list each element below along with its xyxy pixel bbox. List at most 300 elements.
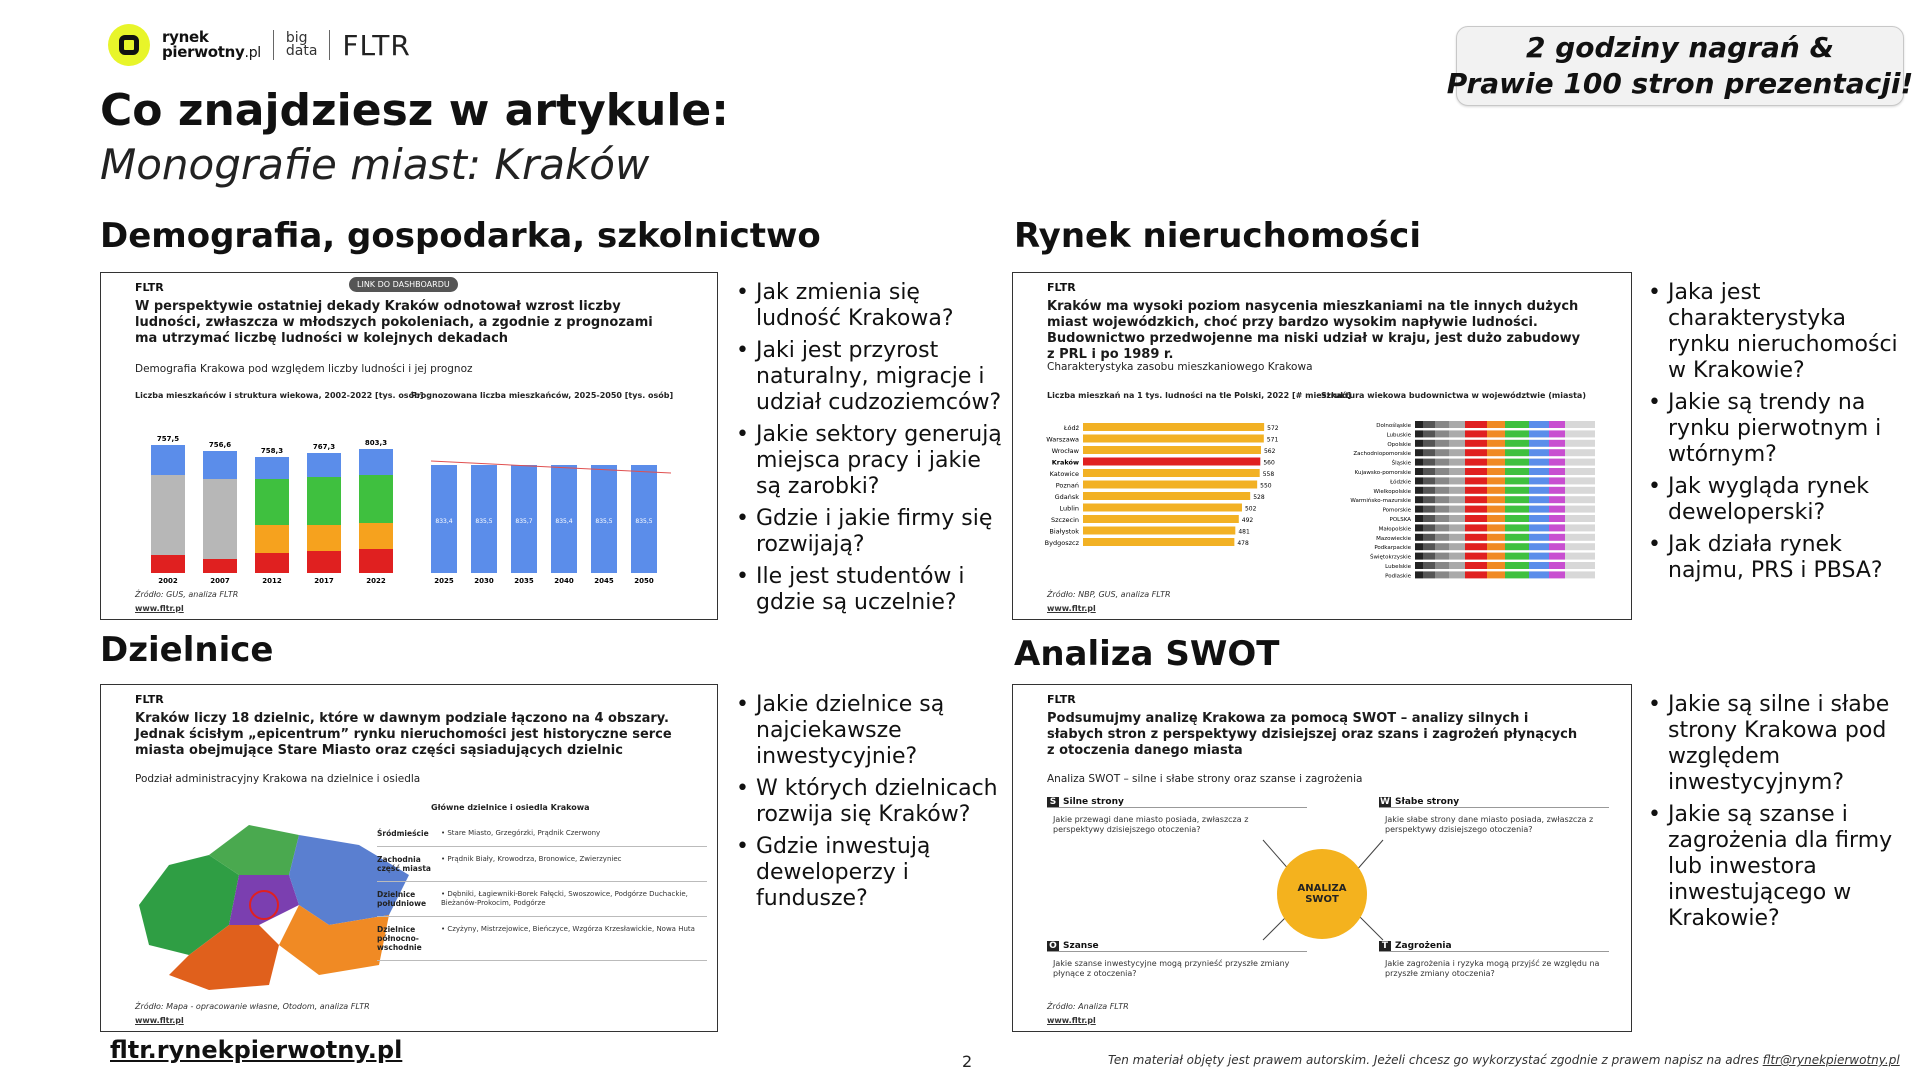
age-segment — [1487, 534, 1505, 541]
age-segment — [1549, 506, 1565, 513]
age-segment — [1415, 487, 1423, 494]
age-segment — [1449, 543, 1465, 550]
voivodeship-label: Małopolskie — [1378, 526, 1411, 533]
age-segment — [1435, 496, 1449, 503]
age-segment — [1435, 487, 1449, 494]
city-label: Gdańsk — [1054, 493, 1079, 501]
age-segment — [1423, 553, 1435, 560]
demo-bar-segment — [255, 553, 289, 573]
age-segment — [1505, 506, 1529, 513]
age-segment — [1505, 543, 1529, 550]
age-segment — [1435, 440, 1449, 447]
age-segment — [1487, 487, 1505, 494]
age-segment — [1435, 449, 1449, 456]
bullet-list-rynek — [1648, 280, 1898, 590]
age-segment — [1487, 449, 1505, 456]
age-segment — [1423, 506, 1435, 513]
voivodeship-label: Wielkopolskie — [1373, 488, 1411, 495]
city-bar — [1083, 481, 1257, 489]
age-segment — [1435, 553, 1449, 560]
list-item: • Jak wygląda rynek deweloperski? — [1648, 474, 1898, 526]
age-segment — [1505, 440, 1529, 447]
proj-year-label: 2045 — [594, 577, 614, 583]
district-desc: • Dębniki, Łagiewniki-Borek Fałęcki, Swoszowice, Podgórze Duchackie, Bieżanów-Prokocim, Podgórze — [441, 890, 688, 907]
age-segment — [1549, 524, 1565, 531]
age-segment — [1435, 468, 1449, 475]
age-segment — [1465, 506, 1487, 513]
age-segment — [1415, 524, 1423, 531]
age-segment — [1465, 440, 1487, 447]
age-segment — [1565, 487, 1595, 494]
age-segment — [1449, 487, 1465, 494]
age-segment — [1449, 534, 1465, 541]
list-item: • Jakie sektory generują miejsca pracy i jakie są zarobki? — [736, 422, 1006, 500]
slide-thumbnail-swot[interactable] — [1012, 684, 1632, 1032]
age-segment — [1415, 430, 1423, 437]
voivodeship-label: Pomorskie — [1382, 507, 1411, 514]
slide-url[interactable]: www.fltr.pl — [1047, 604, 1096, 613]
age-segment — [1415, 440, 1423, 447]
logo-bigdata: big data — [285, 30, 318, 59]
voivodeship-label: Lubelskie — [1385, 564, 1411, 570]
age-segment — [1549, 515, 1565, 522]
age-segment — [1549, 468, 1565, 475]
district-area: Zachodnia część miasta — [377, 855, 431, 873]
age-segment — [1565, 421, 1595, 428]
age-segment — [1435, 506, 1449, 513]
age-segment — [1549, 449, 1565, 456]
swot-threats: T Zagrożenia — [1379, 941, 1609, 952]
list-item: • Jaka jest charakterystyka rynku nieruchomości w Krakowie? — [1648, 280, 1898, 384]
age-segment — [1435, 477, 1449, 484]
bullet-list-dzielnice — [736, 692, 1006, 918]
city-label: Lublin — [1059, 504, 1079, 513]
city-bar-value: 492 — [1241, 517, 1254, 524]
slide-brand: FLTR — [135, 281, 164, 294]
city-bar-value: 481 — [1238, 528, 1250, 536]
demo-bar-segment — [307, 477, 341, 525]
age-segment — [1423, 440, 1435, 447]
age-segment — [1487, 477, 1505, 484]
page-number: 2 — [962, 1052, 973, 1071]
age-segment — [1415, 421, 1423, 428]
age-segment — [1549, 421, 1565, 428]
age-segment — [1423, 459, 1435, 466]
voivodeship-label: POLSKA — [1389, 517, 1411, 523]
age-segment — [1529, 571, 1549, 578]
voivodeship-label: Zachodniopomorskie — [1353, 451, 1411, 458]
age-segment — [1565, 524, 1595, 531]
city-bar — [1083, 458, 1260, 466]
city-bar — [1083, 515, 1239, 523]
age-segment — [1415, 449, 1423, 456]
age-segment — [1529, 449, 1549, 456]
age-segment — [1449, 459, 1465, 466]
age-segment — [1565, 430, 1595, 437]
city-bar — [1083, 423, 1264, 431]
city-bar-value: 560 — [1263, 459, 1275, 467]
age-segment — [1465, 430, 1487, 437]
slide-subtitle: Charakterystyka zasobu mieszkaniowego Krakowa — [1047, 361, 1313, 373]
age-segment — [1423, 515, 1435, 522]
age-segment — [1565, 459, 1595, 466]
proj-bar-value: 835,5 — [635, 518, 653, 525]
table-row — [377, 882, 707, 917]
age-segment — [1529, 553, 1549, 560]
demo-year-label: 2017 — [314, 577, 334, 583]
age-segment — [1449, 477, 1465, 484]
age-segment — [1529, 506, 1549, 513]
age-segment — [1423, 562, 1435, 569]
proj-bar-value: 833,4 — [435, 518, 453, 525]
age-segment — [1549, 477, 1565, 484]
city-label: Poznań — [1055, 481, 1079, 490]
age-segment — [1565, 449, 1595, 456]
age-segment — [1549, 562, 1565, 569]
table-row — [377, 821, 707, 847]
list-item: • Jakie dzielnice są najciekawsze inwestycyjnie? — [736, 692, 1006, 770]
demo-bar-segment — [151, 475, 185, 555]
list-item: • Gdzie inwestują deweloperzy i fundusze? — [736, 834, 1006, 912]
age-segment — [1529, 562, 1549, 569]
age-segment — [1487, 553, 1505, 560]
age-segment — [1415, 515, 1423, 522]
slide-headline: Podsumujmy analizę Krakowa za pomocą SWOT – analizy silnych i słabych stron z perspektywy dzisiejszej oraz szans i zagrożeń płynących z otoczenia danego miasta — [1047, 711, 1578, 758]
age-segment — [1435, 571, 1449, 578]
footer-site-link[interactable]: fltr.rynekpierwotny.pl — [110, 1036, 403, 1064]
age-segment — [1449, 468, 1465, 475]
city-bar-value: 550 — [1260, 482, 1272, 490]
slide-subtitle: Analiza SWOT – silne i słabe strony oraz szanse i zagrożenia — [1047, 773, 1363, 785]
age-segment — [1449, 562, 1465, 569]
page-title: Co znajdziesz w artykule: — [100, 85, 729, 136]
age-segment — [1505, 468, 1529, 475]
age-segment — [1549, 534, 1565, 541]
city-bar-value: 572 — [1267, 425, 1279, 432]
age-segment — [1423, 571, 1435, 578]
age-segment — [1465, 515, 1487, 522]
age-segment — [1565, 496, 1595, 503]
age-segment — [1449, 440, 1465, 447]
section-heading-swot: Analiza SWOT — [1014, 634, 1280, 674]
age-segment — [1415, 506, 1423, 513]
age-segment — [1487, 468, 1505, 475]
age-segment — [1549, 543, 1565, 550]
age-segment — [1549, 459, 1565, 466]
swot-t-letter-icon: T — [1379, 941, 1391, 951]
chart1-title: Liczba mieszkańców i struktura wiekowa, 2002-2022 [tys. osób] — [135, 391, 424, 400]
district-desc: • Prądnik Biały, Krowodrza, Bronowice, Zwierzyniec — [441, 855, 622, 863]
list-item: • Ile jest studentów i gdzie są uczelnie? — [736, 564, 1006, 616]
page-subtitle: Monografie miast: Kraków — [100, 140, 650, 189]
age-segment — [1529, 487, 1549, 494]
age-segment — [1487, 571, 1505, 578]
demo-bar-segment — [203, 559, 237, 573]
city-bar-value: 558 — [1262, 471, 1275, 478]
demo-bar-segment — [151, 445, 185, 475]
age-segment — [1449, 524, 1465, 531]
age-segment — [1505, 430, 1529, 437]
age-segment — [1423, 524, 1435, 531]
proj-bar-value: 835,4 — [555, 518, 573, 525]
slide-brand: FLTR — [1047, 693, 1076, 706]
proj-year-label: 2050 — [634, 577, 654, 583]
voivodeship-label: Podlaskie — [1385, 573, 1411, 580]
age-segment — [1423, 477, 1435, 484]
logo-brand: rynek pierwotny.pl — [162, 27, 261, 61]
slide-source: Źródło: Mapa - opracowanie własne, Otodom, analiza FLTR — [135, 1002, 370, 1011]
demo-bar-total: 757,5 — [156, 435, 180, 443]
list-item: • Jakie są trendy na rynku pierwotnym i wtórnym? — [1648, 390, 1898, 468]
demografia-charts — [131, 403, 691, 583]
age-segment — [1435, 534, 1449, 541]
age-segment — [1487, 430, 1505, 437]
age-segment — [1487, 459, 1505, 466]
city-bar-value: 562 — [1263, 448, 1276, 455]
age-segment — [1423, 468, 1435, 475]
age-segment — [1529, 459, 1549, 466]
demo-bar-segment — [151, 555, 185, 573]
age-segment — [1423, 487, 1435, 494]
age-segment — [1529, 477, 1549, 484]
city-label: Kraków — [1051, 458, 1079, 467]
section-heading-demografia: Demografia, gospodarka, szkolnictwo — [100, 216, 821, 256]
age-segment — [1487, 496, 1505, 503]
age-segment — [1415, 496, 1423, 503]
districts-table — [377, 821, 707, 961]
age-segment — [1423, 543, 1435, 550]
list-item: • W których dzielnicach rozwija się Kraków? — [736, 776, 1006, 828]
age-segment — [1465, 571, 1487, 578]
chart2-title: Struktura wiekowa budownictwa w województwie (miasta) — [1321, 391, 1586, 400]
age-segment — [1487, 562, 1505, 569]
table-row — [377, 917, 707, 961]
city-bar-value: 571 — [1266, 436, 1279, 444]
district-desc: • Czyżyny, Mistrzejowice, Bieńczyce, Wzgórza Krzesławickie, Nowa Huta — [441, 925, 695, 933]
age-segment — [1415, 477, 1423, 484]
age-segment — [1449, 421, 1465, 428]
age-segment — [1465, 477, 1487, 484]
age-segment — [1565, 571, 1595, 578]
demo-bar-segment — [255, 525, 289, 553]
age-segment — [1465, 496, 1487, 503]
section-heading-dzielnice: Dzielnice — [100, 630, 274, 670]
age-segment — [1487, 421, 1505, 428]
age-segment — [1529, 543, 1549, 550]
age-segment — [1449, 571, 1465, 578]
bullet-list-demografia — [736, 280, 1006, 622]
age-segment — [1435, 421, 1449, 428]
age-segment — [1465, 468, 1487, 475]
age-segment — [1465, 524, 1487, 531]
district-area: Dzielnice północno-wschodnie — [377, 925, 422, 952]
age-segment — [1529, 524, 1549, 531]
demo-bar-segment — [307, 525, 341, 551]
slide-url[interactable]: www.fltr.pl — [1047, 1016, 1096, 1025]
slide-thumbnail-dzielnice[interactable] — [100, 684, 718, 1032]
age-segment — [1529, 440, 1549, 447]
age-segment — [1505, 421, 1529, 428]
proj-year-label: 2035 — [514, 577, 534, 583]
age-segment — [1487, 515, 1505, 522]
logo-fltr: FLTR — [342, 28, 411, 62]
age-segment — [1505, 571, 1529, 578]
age-segment — [1465, 543, 1487, 550]
age-segment — [1423, 496, 1435, 503]
slide-thumbnail-demografia[interactable] — [100, 272, 718, 620]
demo-bar-segment — [359, 475, 393, 523]
rynek-charts — [1043, 403, 1613, 583]
demo-bar-total: 767,3 — [312, 443, 336, 451]
voivodeship-label: Śląskie — [1391, 460, 1411, 467]
voivodeship-label: Łódzkie — [1390, 479, 1411, 486]
age-segment — [1529, 421, 1549, 428]
slide-source: Źródło: Analiza FLTR — [1047, 1002, 1129, 1011]
slide-url[interactable]: www.fltr.pl — [135, 604, 184, 613]
age-segment — [1505, 534, 1529, 541]
section-heading-rynek: Rynek nieruchomości — [1014, 216, 1421, 256]
copyright-note: Ten materiał objęty jest prawem autorskim. Jeżeli chcesz go wykorzystać zgodnie z prawem napisz na adres fltr@rynekpierwotny.pl — [1108, 1053, 1900, 1067]
age-segment — [1549, 571, 1565, 578]
slide-source: Źródło: GUS, analiza FLTR — [135, 590, 239, 599]
age-segment — [1487, 506, 1505, 513]
proj-bar-value: 835,7 — [515, 518, 533, 525]
age-segment — [1465, 534, 1487, 541]
age-segment — [1449, 430, 1465, 437]
slide-thumbnail-rynek[interactable] — [1012, 272, 1632, 620]
age-segment — [1565, 506, 1595, 513]
slide-subtitle: Podział administracyjny Krakowa na dzielnice i osiedla — [135, 773, 421, 785]
logo-divider — [273, 30, 274, 60]
voivodeship-label: Podkarpackie — [1374, 545, 1411, 552]
demo-bar-segment — [255, 457, 289, 479]
demo-bar-segment — [203, 451, 237, 479]
district-desc: • Stare Miasto, Grzegórzki, Prądnik Czerwony — [441, 829, 601, 837]
swot-w-letter-icon: W — [1380, 797, 1390, 807]
swot-weaknesses: W Słabe strony — [1379, 797, 1609, 808]
demo-bar-segment — [359, 449, 393, 475]
district-area: Śródmieście — [377, 829, 429, 838]
age-segment — [1465, 449, 1487, 456]
slide-source: Źródło: NBP, GUS, analiza FLTR — [1047, 590, 1171, 599]
age-segment — [1465, 487, 1487, 494]
age-segment — [1449, 553, 1465, 560]
age-segment — [1505, 459, 1529, 466]
swot-s-letter-icon: S — [1047, 797, 1059, 807]
age-segment — [1505, 477, 1529, 484]
demo-bar-total: 758,3 — [260, 447, 284, 455]
voivodeship-label: Kujawsko-pomorskie — [1354, 470, 1411, 476]
slide-brand: FLTR — [1047, 281, 1076, 294]
demo-year-label: 2022 — [366, 577, 386, 583]
city-bar — [1083, 446, 1261, 454]
swot-center-circle: ANALIZA SWOT — [1277, 849, 1367, 939]
age-segment — [1465, 421, 1487, 428]
swot-weaknesses-text: Jakie słabe strony dane miasto posiada, zwłaszcza z perspektywy dzisiejszego otoczenia? — [1385, 815, 1594, 834]
age-segment — [1487, 543, 1505, 550]
list-item: • Jak działa rynek najmu, PRS i PBSA? — [1648, 532, 1898, 584]
list-item: • Jaki jest przyrost naturalny, migracje i udział cudzoziemców? — [736, 338, 1006, 416]
voivodeship-label: Warmińsko-mazurskie — [1350, 498, 1411, 505]
slide-url[interactable]: www.fltr.pl — [135, 1016, 184, 1025]
age-segment — [1415, 571, 1423, 578]
city-bar-value: 528 — [1253, 494, 1265, 501]
age-segment — [1549, 496, 1565, 503]
demo-year-label: 2012 — [262, 577, 282, 583]
slide-subtitle: Demografia Krakowa pod względem liczby ludności i jej prognoz — [135, 363, 473, 375]
logo-divider-2 — [329, 30, 330, 60]
age-segment — [1435, 459, 1449, 466]
age-segment — [1529, 534, 1549, 541]
age-segment — [1505, 562, 1529, 569]
slide-brand: FLTR — [135, 693, 164, 706]
age-segment — [1415, 543, 1423, 550]
city-bar-value: 478 — [1237, 540, 1249, 547]
swot-strengths-text: Jakie przewagi dane miasto posiada, zwłaszcza z perspektywy dzisiejszego otoczenia? — [1053, 815, 1249, 834]
city-bar — [1083, 435, 1264, 443]
proj-bar-value: 835,5 — [475, 518, 493, 525]
age-segment — [1423, 430, 1435, 437]
swot-opportunities-text: Jakie szanse inwestycyjne mogą przynieść przyszłe zmiany płynące z otoczenia? — [1053, 959, 1290, 978]
age-segment — [1565, 543, 1595, 550]
demo-bar-segment — [307, 453, 341, 477]
proj-bar-value: 835,5 — [595, 518, 613, 525]
city-bar — [1083, 469, 1260, 477]
age-segment — [1423, 449, 1435, 456]
promo-badge — [1446, 26, 1914, 106]
age-segment — [1505, 553, 1529, 560]
contact-email-link[interactable]: fltr@rynekpierwotny.pl — [1762, 1053, 1900, 1067]
age-segment — [1415, 553, 1423, 560]
demo-bar-segment — [359, 523, 393, 549]
age-segment — [1529, 430, 1549, 437]
age-segment — [1565, 562, 1595, 569]
age-segment — [1505, 496, 1529, 503]
promo-badge-line1: 2 godziny nagrań & — [1525, 31, 1835, 64]
city-label: Łódź — [1063, 424, 1079, 432]
slide-headline: Kraków liczy 18 dzielnic, które w dawnym podziale łączono na 4 obszary. Jednak ścisłym „epicentrum” rynku nieruchomości jest historyczne serce miasta obejmujące Stare Miasto oraz części sąsiadujących dzielnic — [135, 711, 672, 758]
city-bar — [1083, 538, 1234, 546]
age-segment — [1465, 459, 1487, 466]
age-segment — [1465, 553, 1487, 560]
district-area: Dzielnice południowe — [377, 890, 427, 908]
age-segment — [1565, 468, 1595, 475]
list-item: • Jakie są szanse i zagrożenia dla firmy lub inwestora inwestującego w Krakowie? — [1648, 802, 1900, 932]
list-item: • Jak zmienia się ludność Krakowa? — [736, 280, 1006, 332]
age-segment — [1423, 421, 1435, 428]
age-segment — [1505, 515, 1529, 522]
dashboard-link-pill[interactable]: LINK DO DASHBOARDU — [349, 277, 458, 292]
demo-bar-segment — [255, 479, 289, 525]
age-segment — [1505, 487, 1529, 494]
age-segment — [1549, 553, 1565, 560]
age-segment — [1435, 562, 1449, 569]
city-label: Wrocław — [1051, 447, 1079, 455]
slide-headline: W perspektywie ostatniej dekady Kraków odnotował wzrost liczby ludności, zwłaszcza w młodszych pokoleniach, a zgodnie z prognozami ma utrzymać liczbę ludności w kolejnych dekadach — [135, 299, 653, 346]
age-segment — [1435, 515, 1449, 522]
age-segment — [1435, 543, 1449, 550]
demo-year-label: 2007 — [210, 577, 230, 583]
age-segment — [1415, 459, 1423, 466]
swot-o-letter-icon: O — [1047, 941, 1059, 951]
age-segment — [1549, 487, 1565, 494]
age-segment — [1565, 534, 1595, 541]
age-segment — [1415, 534, 1423, 541]
demo-year-label: 2002 — [158, 577, 178, 583]
city-bar — [1083, 492, 1250, 500]
map-district-center — [229, 875, 299, 925]
age-segment — [1449, 515, 1465, 522]
